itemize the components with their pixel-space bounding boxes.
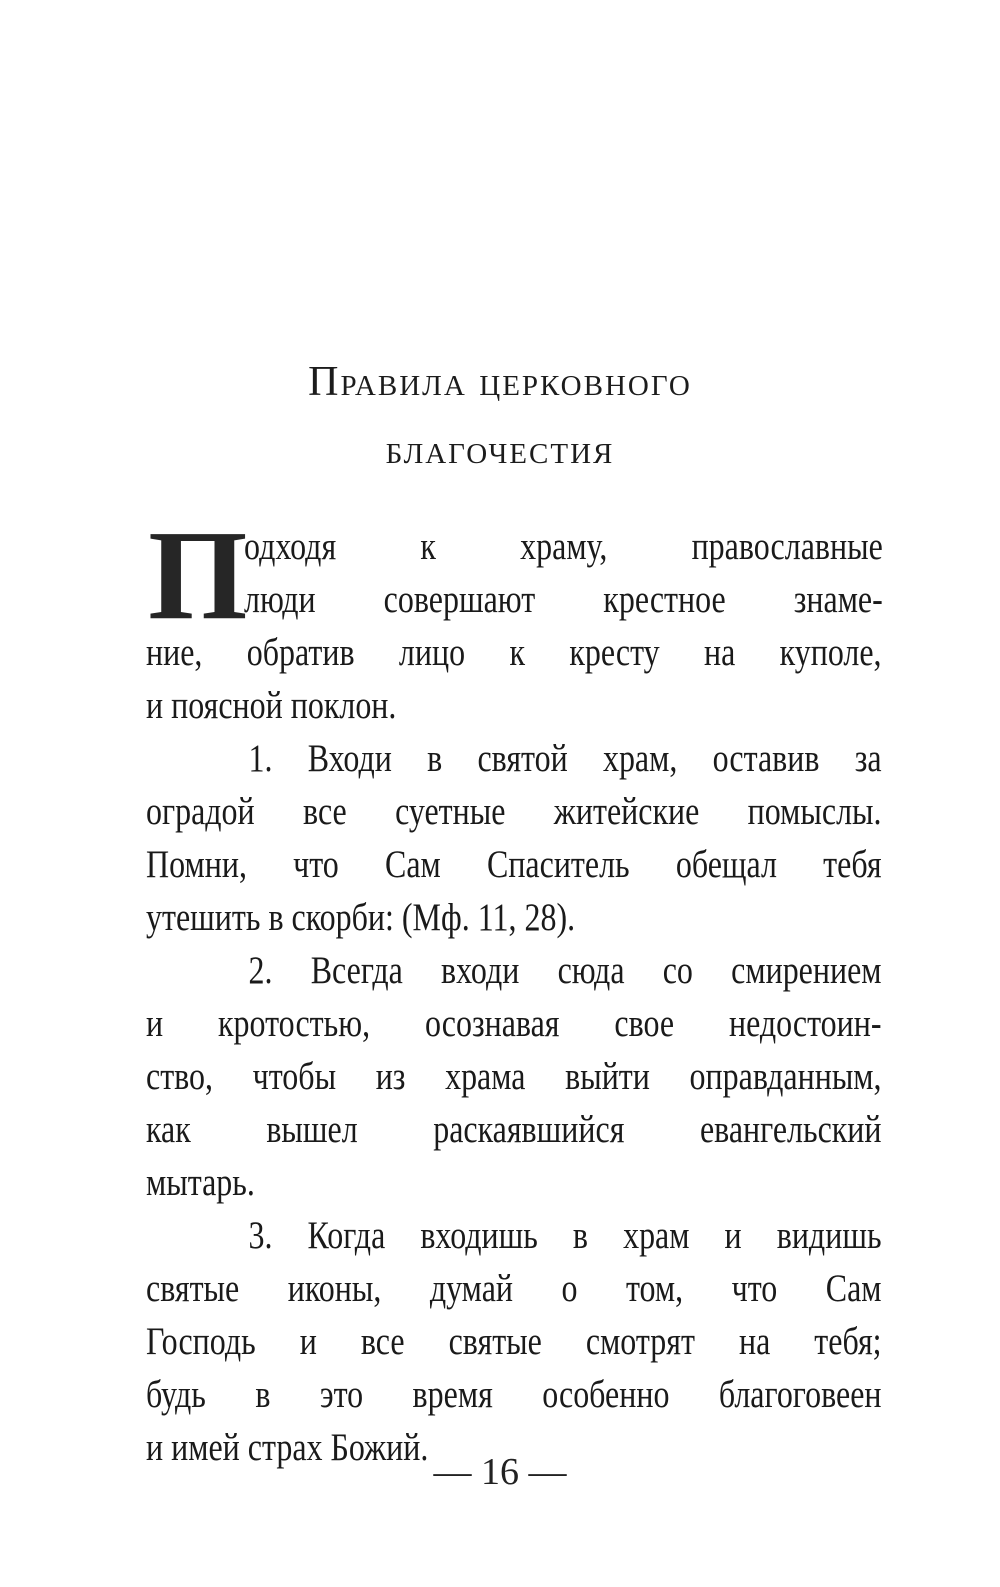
intro-line: ние, обратив лицо к кресту на куполе, [146,631,882,674]
rule-2-line: мытарь. [146,1161,255,1204]
rule-2-line: как вышел раскаявшийся евангельский [146,1108,882,1151]
rule-1-line: оградой все суетные житейские помыслы. [146,790,882,833]
rule-3-line: и имей страх Божий. [146,1426,429,1469]
rule-2-line: и кротостью, осознавая свое недостоин- [146,1002,882,1045]
rule-3-line: святые иконы, думай о том, что Сам [146,1267,882,1310]
page-number: — 16 — [433,1451,567,1493]
rule-3-line: Господь и все святые смотрят на тебя; [146,1320,882,1363]
rule-2-line: 2. Всегда входи сюда со смирением [248,949,882,992]
intro-line: люди совершают крестное знаме- [244,578,883,621]
rule-3-line: 3. Когда входишь в храм и видишь [248,1214,882,1257]
rule-3-line: будь в это время особенно благоговеен [146,1373,882,1416]
chapter-title-line-1: Правила церковного [308,359,692,405]
rule-2-line: ство, чтобы из храма выйти оправданным, [146,1055,882,1098]
intro-line: и поясной поклон. [146,684,397,727]
intro-line: одходя к храму, православные [244,525,883,568]
chapter-title-line-2: благочестия [385,427,615,473]
drop-cap: П [148,504,248,646]
rule-1-line: Помни, что Сам Спаситель обещал тебя [146,843,882,886]
rule-1-line: 1. Входи в святой храм, оставив за [248,737,882,780]
rule-1-line: утешить в скорби: (Мф. 11, 28). [146,896,576,939]
